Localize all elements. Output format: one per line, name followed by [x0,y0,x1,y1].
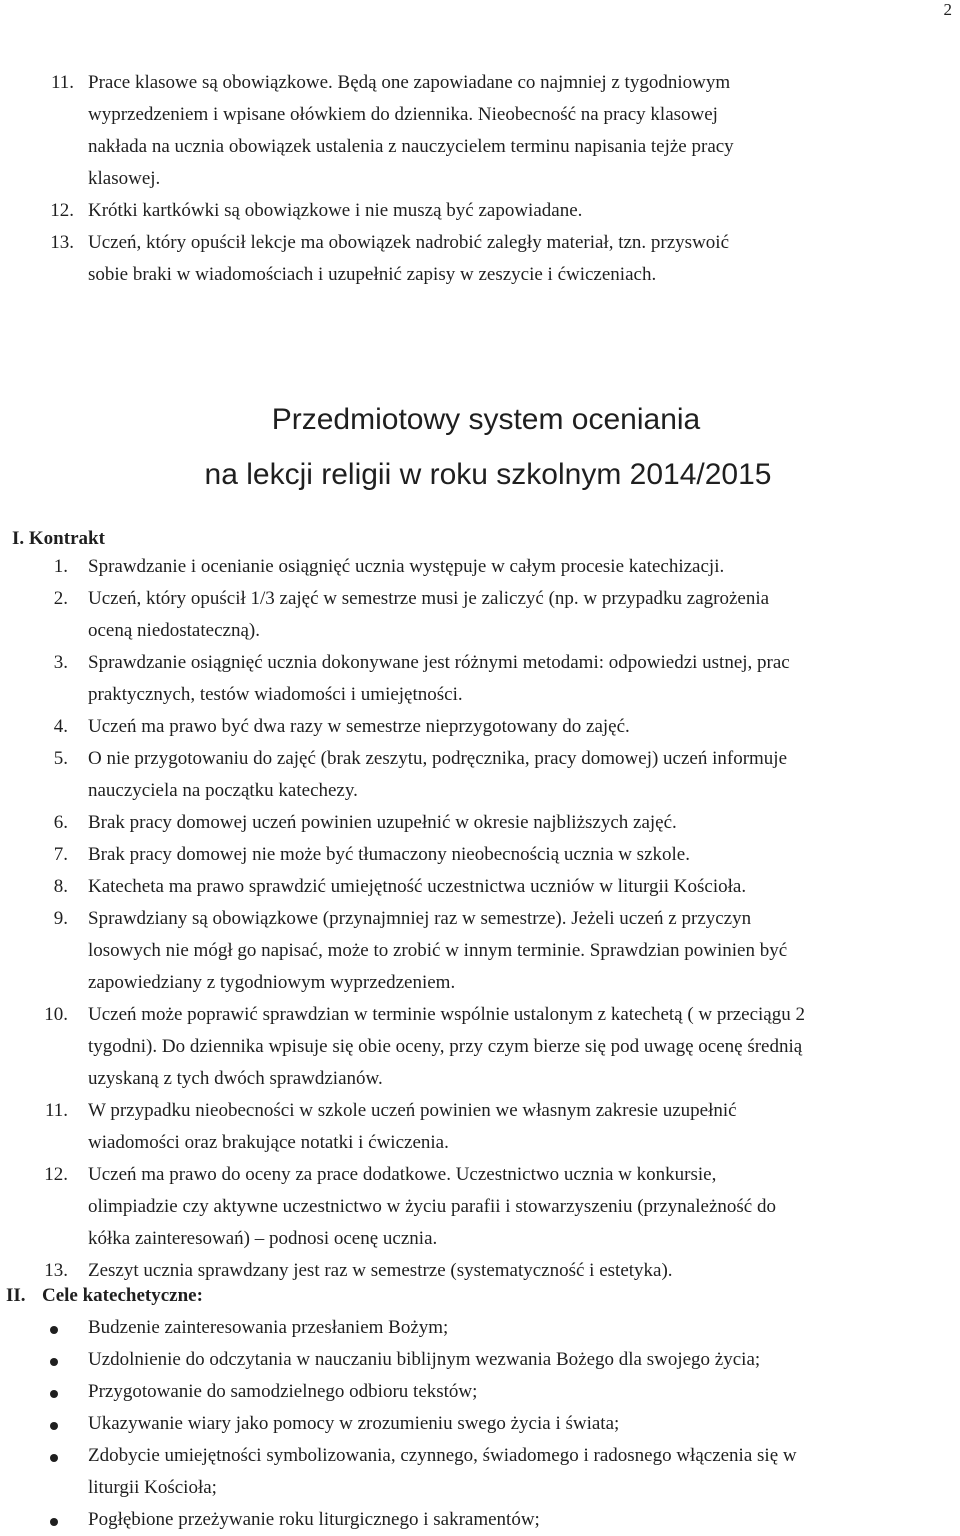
list-item-number: 2. [53,588,68,609]
text-line: uzyskaną z tych dwóch sprawdzianów. [88,1068,383,1089]
list-item-text [88,1440,948,1504]
list-item [0,1344,948,1376]
text-line: Ukazywanie wiary jako pomocy w zrozumieniu swego życia i świata; [88,1413,620,1434]
list-item-number: 5. [53,748,68,769]
bullet-icon [50,1326,58,1334]
list-item [0,1440,948,1504]
text-line: Brak pracy domowej nie może być tłumaczony nieobecnością ucznia w szkole. [88,844,690,865]
list-item-number: 9. [53,908,68,929]
text-line: wiadomości oraz brakujące notatki i ćwiczenia. [88,1132,449,1153]
section-heading-kontrakt: I. Kontrakt [12,528,105,549]
text-line: klasowej. [88,168,161,189]
intro-list [0,67,948,291]
list-item [0,67,948,195]
text-line: W przypadku nieobecności w szkole uczeń powinien we własnym zakresie uzupełnić [88,1100,737,1121]
text-line: Prace klasowe są obowiązkowe. Będą one zapowiadane co najmniej z tygodniowym [88,72,731,93]
text-line: sobie braki w wiadomościach i uzupełnić zapisy w zeszycie i ćwiczeniach. [88,264,657,285]
list-item-number: 7. [53,844,68,865]
list-item-number: 10. [44,1004,68,1025]
list-item-text [88,871,956,903]
bullet-icon [50,1518,58,1526]
list-item [0,903,956,999]
list-item [0,551,956,583]
text-line: liturgii Kościoła; [88,1477,217,1498]
list-item [0,711,956,743]
bullet-icon [50,1422,58,1430]
list-item-text [88,227,948,291]
text-line: Uczeń ma prawo być dwa razy w semestrze nieprzygotowany do zajęć. [88,716,630,737]
list-item [0,195,948,227]
list-item [0,1312,948,1344]
text-line: praktycznych, testów wiadomości i umiejętności. [88,684,463,705]
list-item-text [88,903,956,999]
list-item [0,999,956,1095]
text-line: O nie przygotowaniu do zajęć (brak zeszytu, podręcznika, pracy domowej) uczeń informuje [88,748,788,769]
cele-list [0,1312,948,1536]
text-line: Uczeń, który opuścił 1/3 zajęć w semestrze musi je zaliczyć (np. w przypadku zagrożenia [88,588,770,609]
list-item-number: 3. [53,652,68,673]
list-item-text [88,1255,956,1287]
list-item-text [88,1408,948,1440]
section-heading-cele [6,1280,203,1312]
text-line: Uzdolnienie do odczytania w nauczaniu biblijnym wezwania Bożego dla swojego życia; [88,1349,761,1370]
list-item-text [88,743,956,807]
text-line: oceną niedostateczną). [88,620,260,641]
bullet-icon [50,1390,58,1398]
list-item [0,647,956,711]
list-item-text [88,1504,948,1536]
list-item-text [88,999,956,1095]
list-item-text [88,1376,948,1408]
list-item-number: 11. [44,1100,68,1121]
text-line: Uczeń ma prawo do oceny za prace dodatkowe. Uczestnictwo ucznia w konkursie, [88,1164,717,1185]
section-title: Cele katechetyczne: [42,1285,203,1306]
document-subtitle: na lekcji religii w roku szkolnym 2014/2015 [204,458,772,491]
list-item-number: 13. [44,1260,68,1281]
list-item-text [88,1344,948,1376]
page-number: 2 [943,0,952,19]
text-line: Katecheta ma prawo sprawdzić umiejętność uczestnictwa uczniów w liturgii Kościoła. [88,876,747,897]
list-item-text [88,67,948,195]
list-item-number: 1. [53,556,68,577]
text-line: zapowiedziany z tygodniowym wyprzedzeniem. [88,972,456,993]
list-item [0,871,956,903]
bullet-icon [50,1358,58,1366]
kontrakt-list [0,551,956,1287]
text-line: Uczeń, który opuścił lekcje ma obowiązek nadrobić zaległy materiał, tzn. przyswoić [88,232,729,253]
text-line: Sprawdziany są obowiązkowe (przynajmniej raz w semestrze). Jeżeli uczeń z przyczyn [88,908,752,929]
section-number: II. [6,1285,26,1306]
list-item-number: 11. [50,72,74,93]
list-item-number: 4. [53,716,68,737]
text-line: wyprzedzeniem i wpisane ołówkiem do dziennika. Nieobecność na pracy klasowej [88,104,718,125]
text-line: Zdobycie umiejętności symbolizowania, czynnego, świadomego i radosnego włączenia się w [88,1445,797,1466]
text-line: nakłada na ucznia obowiązek ustalenia z nauczycielem terminu napisania tejże pracy [88,136,734,157]
list-item [0,839,956,871]
text-line: Zeszyt ucznia sprawdzany jest raz w semestrze (systematyczność i estetyka). [88,1260,673,1281]
text-line: kółka zainteresowań) – podnosi ocenę ucznia. [88,1228,438,1249]
text-line: Sprawdzanie osiągnięć ucznia dokonywane jest różnymi metodami: odpowiedzi ustnej, prac [88,652,790,673]
text-line: losowych nie mógł go napisać, może to zrobić w innym terminie. Sprawdzian powinien być [88,940,788,961]
list-item-number: 13. [50,232,74,253]
list-item [0,1159,956,1255]
list-item-text [88,583,956,647]
text-line: Pogłębione przeżywanie roku liturgicznego i sakramentów; [88,1509,540,1530]
bullet-icon [50,1454,58,1462]
list-item-number: 8. [53,876,68,897]
text-line: Brak pracy domowej uczeń powinien uzupełnić w okresie najbliższych zajęć. [88,812,677,833]
list-item [0,583,956,647]
text-line: Krótki kartkówki są obowiązkowe i nie muszą być zapowiadane. [88,200,583,221]
list-item-number: 6. [53,812,68,833]
document-title: Przedmiotowy system oceniania [271,403,701,436]
list-item-text [88,807,956,839]
text-line: Budzenie zainteresowania przesłaniem Bożym; [88,1317,449,1338]
list-item-text [88,1312,948,1344]
text-line: tygodni). Do dziennika wpisuje się obie oceny, przy czym bierze się pod uwagę ocenę średnią [88,1036,803,1057]
list-item-text [88,1095,956,1159]
list-item-text [88,1159,956,1255]
list-item [0,743,956,807]
list-item-text [88,195,948,227]
list-item [0,1504,948,1536]
list-item-text [88,711,956,743]
list-item-number: 12. [44,1164,68,1185]
list-item [0,807,956,839]
text-line: Uczeń może poprawić sprawdzian w terminie wspólnie ustalonym z katechetą ( w przeciągu 2 [88,1004,805,1025]
list-item [0,227,948,291]
list-item-text [88,647,956,711]
text-line: nauczyciela na początku katechezy. [88,780,358,801]
list-item [0,1376,948,1408]
text-line: olimpiadzie czy aktywne uczestnictwo w życiu parafii i stowarzyszeniu (przynależność do [88,1196,776,1217]
list-item-text [88,839,956,871]
text-line: Sprawdzanie i ocenianie osiągnięć ucznia występuje w całym procesie katechizacji. [88,556,725,577]
list-item-text [88,551,956,583]
list-item-number: 12. [50,200,74,221]
text-line: Przygotowanie do samodzielnego odbioru tekstów; [88,1381,478,1402]
list-item [0,1095,956,1159]
list-item [0,1408,948,1440]
